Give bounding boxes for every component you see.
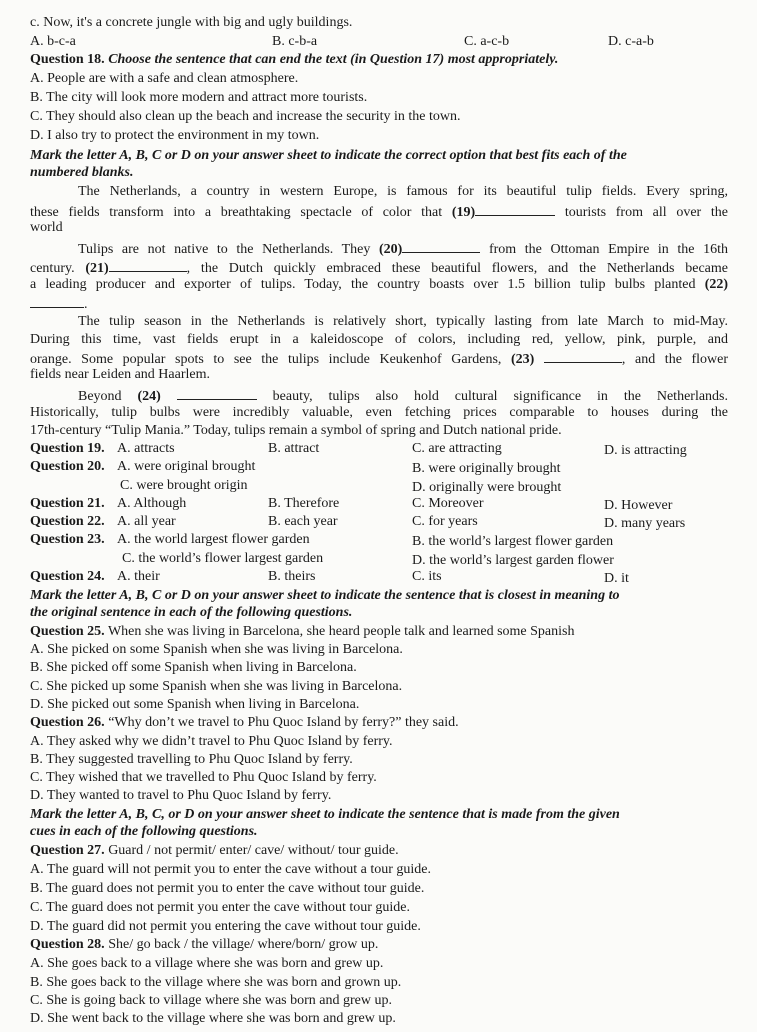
q24-option-c: C. its bbox=[412, 569, 442, 584]
q27-option-d: D. The guard did not permit you entering the cave without tour guide. bbox=[30, 919, 421, 934]
q25-heading bbox=[30, 623, 574, 641]
q24-label: Question 24. bbox=[30, 569, 105, 584]
blank-number-23: (23) bbox=[511, 352, 535, 367]
q24-option-a: A. their bbox=[117, 569, 160, 584]
q26-heading bbox=[30, 714, 459, 732]
q23-option-c: C. the world’s flower largest garden bbox=[122, 551, 324, 566]
q21-option-a: A. Although bbox=[117, 496, 187, 511]
q25-text: When she was living in Barcelona, she heard people talk and learned some Spanish bbox=[107, 624, 575, 639]
q26-option-c: C. They wished that we travelled to Phu Quoc Island by ferry. bbox=[30, 770, 377, 785]
q26-option-d: D. They wanted to travel to Phu Quoc Island by ferry. bbox=[30, 788, 332, 803]
passage-p1-line2: these fields transform into a breathtaking spectacle of color that (19) tourists from all over the bbox=[30, 202, 728, 222]
passage-p3-line4: fields near Leiden and Haarlem. bbox=[30, 367, 210, 382]
q20-option-d: D. originally were brought bbox=[412, 480, 562, 495]
q18-option-a: A. People are with a safe and clean atmosphere. bbox=[30, 71, 299, 86]
q21-option-c: C. Moreover bbox=[412, 496, 484, 511]
q26-option-a: A. They asked why we didn’t travel to Phu Quoc Island by ferry. bbox=[30, 734, 393, 749]
q28-option-c: C. She is going back to village where she was born and grew up. bbox=[30, 993, 392, 1008]
blank-19 bbox=[475, 202, 555, 216]
blank-number-21: (21) bbox=[85, 261, 109, 276]
q21-option-d: D. However bbox=[604, 498, 673, 513]
q19-option-c: C. are attracting bbox=[412, 441, 502, 456]
blank-22 bbox=[30, 294, 84, 308]
q18-heading bbox=[30, 51, 558, 69]
blank-21 bbox=[109, 258, 187, 272]
q26-text: “Why don’t we travel to Phu Quoc Island by ferry?” they said. bbox=[108, 715, 459, 730]
passage-p2-line3: a leading producer and exporter of tulips. Today, the country boasts over 1.5 billion tulip bulbs planted (22) bbox=[30, 277, 729, 292]
q19-option-b: B. attract bbox=[268, 441, 320, 456]
q26-option-b: B. They suggested travelling to Phu Quoc Island by ferry. bbox=[30, 752, 353, 767]
passage-p3-line3: orange. Some popular spots to see the tulips include Keukenhof Gardens, (23) , and the flower bbox=[30, 349, 728, 369]
section-cues-instruction-line2: cues in each of the following questions. bbox=[30, 824, 258, 839]
q18-option-c: C. They should also clean up the beach and increase the security in the town. bbox=[30, 109, 461, 124]
q25-option-c: C. She picked up some Spanish when she was living in Barcelona. bbox=[30, 679, 403, 694]
q25-option-d: D. She picked out some Spanish when living in Barcelona. bbox=[30, 697, 360, 712]
q17-option-d: D. c-a-b bbox=[608, 34, 654, 49]
q27-heading bbox=[30, 842, 399, 860]
q17-option-b: B. c-b-a bbox=[272, 34, 318, 49]
q25-option-b: B. She picked off some Spanish when living in Barcelona. bbox=[30, 660, 357, 675]
q22-option-d: D. many years bbox=[604, 516, 686, 531]
q27-option-c: C. The guard does not permit you enter the cave without tour guide. bbox=[30, 900, 410, 915]
q21-option-b: B. Therefore bbox=[268, 496, 340, 511]
blank-24 bbox=[177, 386, 257, 400]
section-blanks-instruction-line1: Mark the letter A, B, C or D on your answer sheet to indicate the correct option that best fits each of the bbox=[30, 148, 627, 163]
passage-p2-line2: century. (21) , the Dutch quickly embraced these beautiful flowers, and the Netherlands became bbox=[30, 258, 728, 278]
blank-20 bbox=[402, 239, 480, 253]
q18-option-d: D. I also try to protect the environment in my town. bbox=[30, 128, 320, 143]
q22-option-a: A. all year bbox=[117, 514, 176, 529]
q26-label: Question 26. bbox=[30, 715, 105, 730]
q25-label: Question 25. bbox=[30, 624, 105, 639]
q28-option-d: D. She went back to the village where she was born and grew up. bbox=[30, 1011, 396, 1026]
blank-number-22: (22) bbox=[704, 277, 729, 292]
q23-option-a: A. the world largest flower garden bbox=[117, 532, 310, 547]
q28-text: She/ go back / the village/ where/born/ grow up. bbox=[108, 937, 379, 952]
q20-option-a: A. were original brought bbox=[117, 459, 256, 474]
section-meaning-instruction-line1: Mark the letter A, B, C or D on your answer sheet to indicate the sentence that is closest in meaning to bbox=[30, 588, 620, 603]
q21-label: Question 21. bbox=[30, 496, 105, 511]
q23-option-d: D. the world’s largest garden flower bbox=[412, 553, 614, 568]
passage-p3-line1: The tulip season in the Netherlands is relatively short, typically lasting from late March to mid-May. bbox=[78, 314, 728, 329]
q24-option-d: D. it bbox=[604, 571, 629, 586]
section-cues-instruction-line1: Mark the letter A, B, C, or D on your answer sheet to indicate the sentence that is made from the given bbox=[30, 807, 620, 822]
q27-label: Question 27. bbox=[30, 843, 105, 858]
q28-heading bbox=[30, 936, 378, 954]
passage-p2-line1: Tulips are not native to the Netherlands. They (20) from the Ottoman Empire in the 16th bbox=[78, 239, 728, 259]
blank-number-24: (24) bbox=[137, 389, 161, 404]
q22-label: Question 22. bbox=[30, 514, 105, 529]
q19-option-a: A. attracts bbox=[117, 441, 175, 456]
q17-option-a: A. b-c-a bbox=[30, 34, 76, 49]
q17-option-c-text: c. Now, it's a concrete jungle with big and ugly buildings. bbox=[30, 15, 353, 30]
q24-option-b: B. theirs bbox=[268, 569, 316, 584]
q28-option-a: A. She goes back to a village where she was born and grew up. bbox=[30, 956, 384, 971]
q18-label: Question 18. bbox=[30, 52, 105, 67]
passage-p4-line1: Beyond (24) beauty, tulips also hold cultural significance in the Netherlands. bbox=[78, 386, 728, 406]
q27-option-b: B. The guard does not permit you to enter the cave without tour guide. bbox=[30, 881, 425, 896]
q28-option-b: B. She goes back to the village where she was born and grown up. bbox=[30, 975, 402, 990]
q25-option-a: A. She picked on some Spanish when she was living in Barcelona. bbox=[30, 642, 403, 657]
blank-23 bbox=[544, 349, 622, 363]
q23-label: Question 23. bbox=[30, 532, 105, 547]
q22-option-b: B. each year bbox=[268, 514, 338, 529]
passage-p4-line3: 17th-century “Tulip Mania.” Today, tulips remain a symbol of spring and Dutch national pride. bbox=[30, 423, 562, 438]
q28-label: Question 28. bbox=[30, 937, 105, 952]
q22-option-c: C. for years bbox=[412, 514, 478, 529]
q19-option-d: D. is attracting bbox=[604, 443, 687, 458]
passage-p3-line2: During this time, vast fields erupt in a kaleidoscope of colors, including red, yellow, pink, purple, and bbox=[30, 332, 728, 347]
q27-text: Guard / not permit/ enter/ cave/ without/ tour guide. bbox=[108, 843, 399, 858]
passage-p4-line2: Historically, tulip bulbs were incredibly valuable, even fetching prices comparable to houses during the bbox=[30, 405, 728, 420]
q20-label: Question 20. bbox=[30, 459, 105, 474]
q17-option-c: C. a-c-b bbox=[464, 34, 510, 49]
q23-option-b: B. the world’s largest flower garden bbox=[412, 534, 614, 549]
passage-p2-line4: . bbox=[30, 294, 88, 314]
passage-p1-line1: The Netherlands, a country in western Europe, is famous for its beautiful tulip fields. Every spring, bbox=[78, 184, 728, 199]
q27-option-a: A. The guard will not permit you to enter the cave without a tour guide. bbox=[30, 862, 431, 877]
passage-p1-line3: world bbox=[30, 220, 63, 235]
blank-number-20: (20) bbox=[379, 242, 403, 257]
section-blanks-instruction-line2: numbered blanks. bbox=[30, 165, 134, 180]
q20-option-b: B. were originally brought bbox=[412, 461, 561, 476]
q18-option-b: B. The city will look more modern and attract more tourists. bbox=[30, 90, 368, 105]
q20-option-c: C. were brought origin bbox=[120, 478, 248, 493]
q18-prompt: Choose the sentence that can end the text (in Question 17) most appropriately. bbox=[108, 52, 559, 67]
blank-number-19: (19) bbox=[451, 205, 476, 220]
section-meaning-instruction-line2: the original sentence in each of the following questions. bbox=[30, 605, 353, 620]
q19-label: Question 19. bbox=[30, 441, 105, 456]
